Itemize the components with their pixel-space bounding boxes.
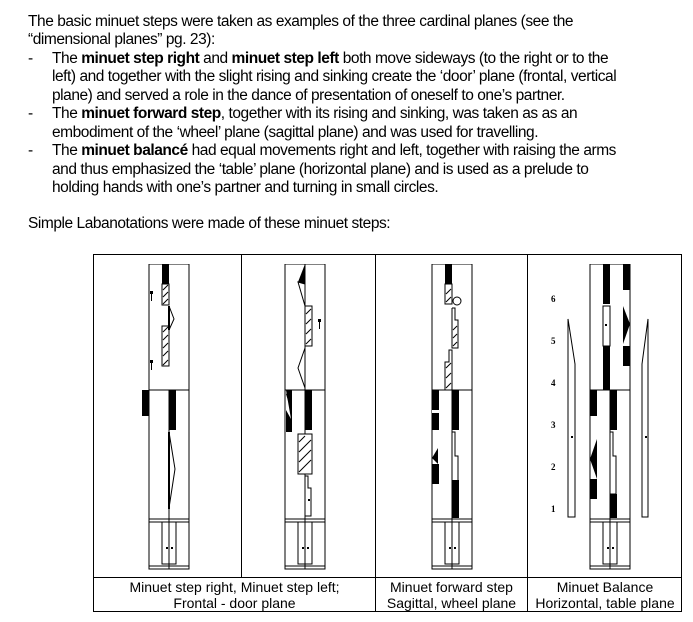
- bullet-3-line-1: The minuet balancé had equal movements right and left, together with raising the arms: [52, 142, 616, 159]
- caption-divider: [94, 577, 681, 578]
- measure-number: 5: [551, 336, 556, 346]
- cell-divider: [527, 255, 528, 611]
- bullet-1-line-3: plane) and served a role in the dance of presentation of oneself to one’s partner.: [52, 87, 565, 104]
- labanotation-staff-step-right: [140, 264, 200, 574]
- bullet-3-line-2: and thus emphasized the ‘table’ plane (horizontal plane) and is used as a prelude to: [52, 161, 589, 178]
- labanotation-intro: Simple Labanotations were made of these minuet steps:: [28, 215, 391, 232]
- labanotation-staff-forward-step: [423, 264, 493, 574]
- bullet-1-line-1: The minuet step right and minuet step left both move sideways (to the right or to the: [52, 50, 609, 67]
- measure-number: 3: [551, 420, 556, 430]
- measure-number: 6: [551, 294, 556, 304]
- measure-number: 2: [551, 462, 556, 472]
- caption-horizontal: Minuet Balance Horizontal, table plane: [535, 579, 675, 611]
- labanotation-staff-balance: [545, 264, 665, 574]
- caption-frontal: Minuet step right, Minuet step left; Frontal - door plane: [129, 579, 340, 611]
- caption-sagittal: Minuet forward step Sagittal, wheel plane: [386, 579, 517, 611]
- intro-line-2: “dimensional planes” pg. 23):: [28, 31, 215, 48]
- measure-number: 4: [551, 378, 556, 388]
- intro-line-1: The basic minuet steps were taken as examples of the three cardinal planes (see the: [28, 13, 574, 30]
- bullet-marker: -: [28, 50, 34, 67]
- cell-divider: [241, 255, 242, 578]
- bullet-2-line-1: The minuet forward step, together with its rising and sinking, was taken as as an: [52, 105, 578, 122]
- bullet-3-line-3: holding hands with one’s partner and turning in small circles.: [52, 179, 439, 196]
- bullet-marker: -: [28, 105, 34, 122]
- labanotation-staff-step-left: [276, 264, 336, 574]
- bullet-2-line-2: embodiment of the ‘wheel’ plane (sagittal plane) and was used for travelling.: [52, 124, 539, 141]
- cell-divider: [375, 255, 376, 611]
- bullet-marker: -: [28, 142, 34, 159]
- bullet-1-line-2: left) and together with the slight rising and sinking create the ‘door’ plane (frontal, vertical: [52, 68, 617, 85]
- measure-number: 1: [551, 504, 556, 514]
